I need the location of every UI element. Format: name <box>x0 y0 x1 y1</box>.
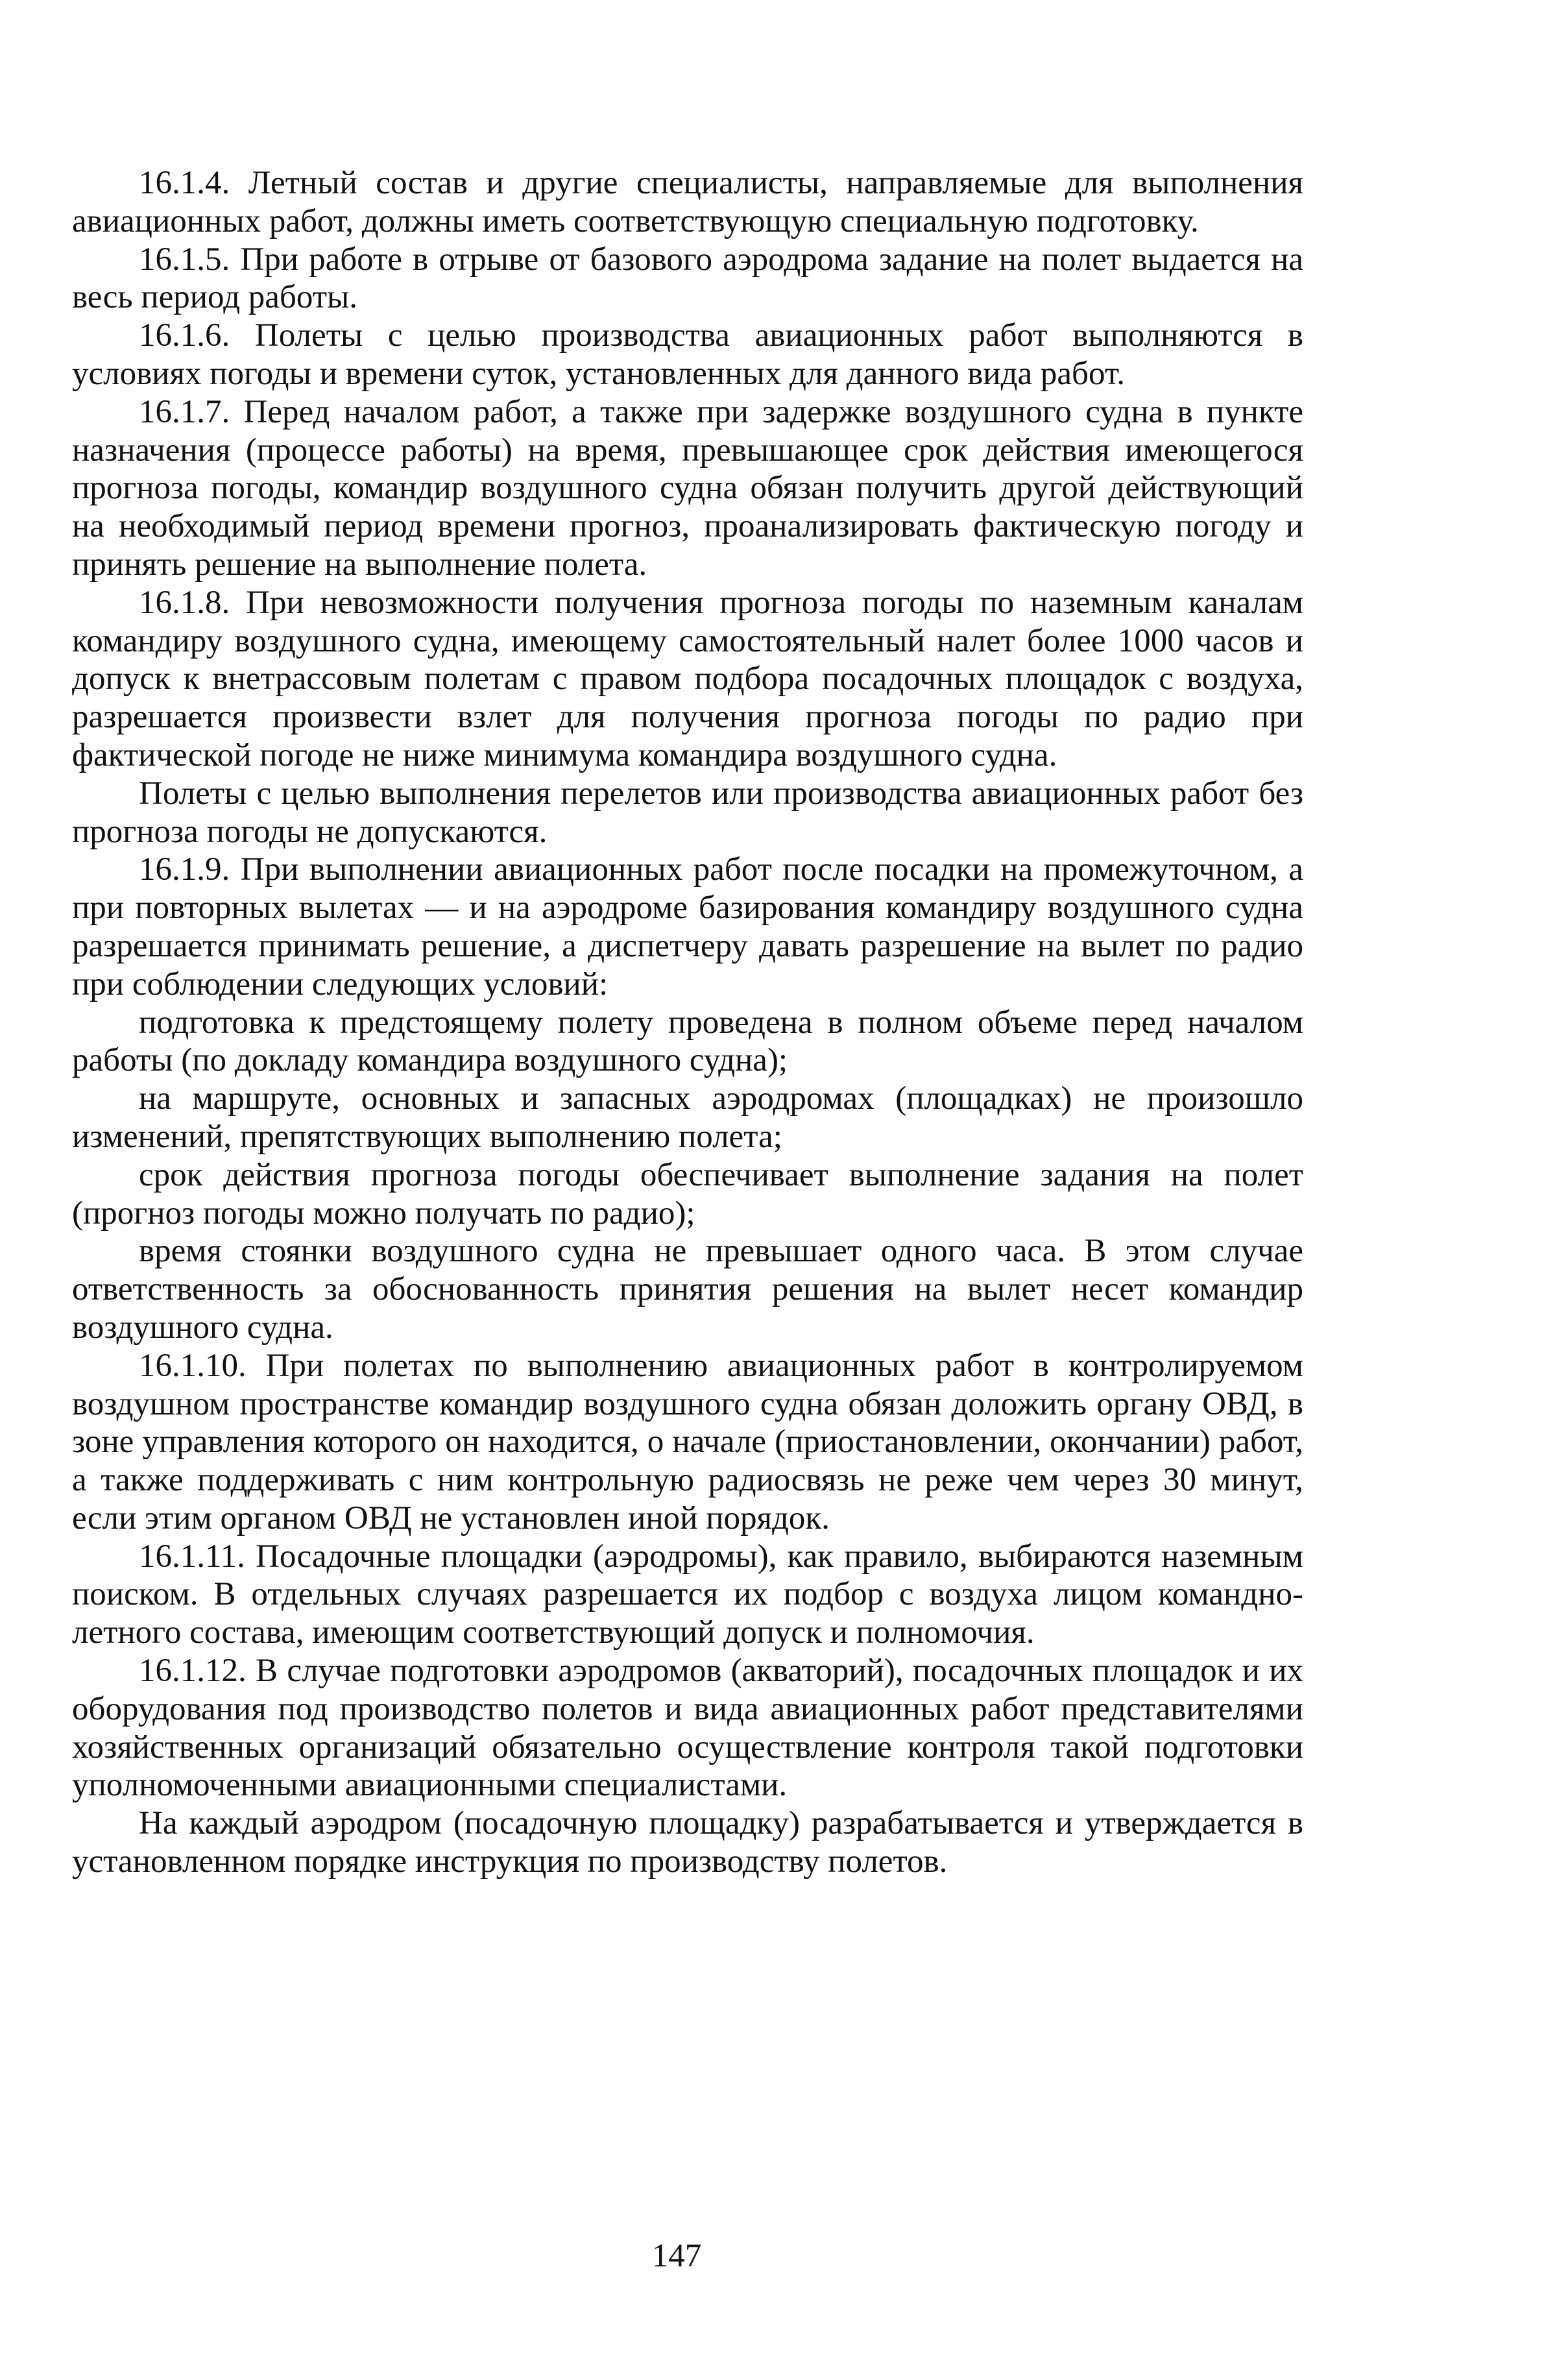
paragraph-16-1-8: 16.1.8. При невозможности получения прогноза погоды по наземным каналам командиру воздушного судна, имеющему самостоятельный налет более 1000 часов и допуск к внетрассовым полетам с правом подбора посадочных площадок с воздуха, разрешается произвести взлет для получения прогноза погоды по радио при фактической погоде не ниже минимума командира воздушного судна. <box>72 584 1303 773</box>
paragraph-16-1-12: 16.1.12. В случае подготовки аэродромов (акваторий), посадочных площадок и их оборудования под производство полетов и вида авиационных работ представителями хозяйственных организаций обязательно осуществление контроля такой подготовки уполномоченными авиационными специалистами. <box>72 1653 1303 1804</box>
paragraph-16-1-7: 16.1.7. Перед началом работ, а также при задержке воздушного судна в пункте назначения (процессе работы) на время, превышающее срок действия имеющегося прогноза погоды, командир воздушного судна обязан получить другой действующий на необходимый период времени прогноз, проанализировать фактическую погоду и принять решение на выполнение полета. <box>72 393 1303 583</box>
paragraph-aerodrome-instruction: На каждый аэродром (посадочную площадку) разрабатывается и утверждается в установленном порядке инструкция по производству полетов. <box>72 1805 1303 1880</box>
body-text <box>72 164 1303 1881</box>
condition-forecast-validity: срок действия прогноза погоды обеспечивает выполнение задания на полет (прогноз погоды можно получать по радио); <box>72 1156 1303 1231</box>
page-number: 147 <box>651 2238 702 2274</box>
paragraph-16-1-11: 16.1.11. Посадочные площадки (аэродромы), как правило, выбираются наземным поиском. В отдельных случаях разрешается их подбор с воздуха лицом командно-летного состава, имеющим соответствующий допуск и полномочия. <box>72 1538 1303 1651</box>
paragraph-16-1-4: 16.1.4. Летный состав и другие специалисты, направляемые для выполнения авиационных работ, должны иметь соответствующую специальную подготовку. <box>72 165 1303 239</box>
paragraph-no-forecast-flights: Полеты с целью выполнения перелетов или производства авиационных работ без прогноза погоды не допускаются. <box>72 775 1303 850</box>
condition-preparation: подготовка к предстоящему полету проведена в полном объеме перед началом работы (по докладу командира воздушного судна); <box>72 1004 1303 1079</box>
paragraph-16-1-9: 16.1.9. При выполнении авиационных работ после посадки на промежуточном, а при повторных вылетах — и на аэродроме базирования командиру воздушного судна разрешается принимать решение, а диспетчеру давать разрешение на вылет по радио при соблюдении следующих условий: <box>72 851 1303 1002</box>
paragraph-16-1-10: 16.1.10. При полетах по выполнению авиационных работ в контролируемом воздушном пространстве командир воздушного судна обязан доложить органу ОВД, в зоне управления которого он находится, о начале (приостановлении, окончании) работ, а также поддерживать с ним контрольную радиосвязь не реже чем через 30 минут, если этим органом ОВД не установлен иной порядок. <box>72 1347 1303 1536</box>
paragraph-16-1-6: 16.1.6. Полеты с целью производства авиационных работ выполняются в условиях погоды и времени суток, установленных для данного вида работ. <box>72 317 1303 392</box>
condition-parking-time: время стоянки воздушного судна не превышает одного часа. В этом случае ответственность за обоснованность принятия решения на вылет несет командир воздушного судна. <box>72 1233 1303 1346</box>
paragraph-16-1-5: 16.1.5. При работе в отрыве от базового аэродрома задание на полет выдается на весь период работы. <box>72 241 1303 316</box>
condition-route: на маршруте, основных и запасных аэродромах (площадках) не произошло изменений, препятствующих выполнению полета; <box>72 1080 1303 1155</box>
